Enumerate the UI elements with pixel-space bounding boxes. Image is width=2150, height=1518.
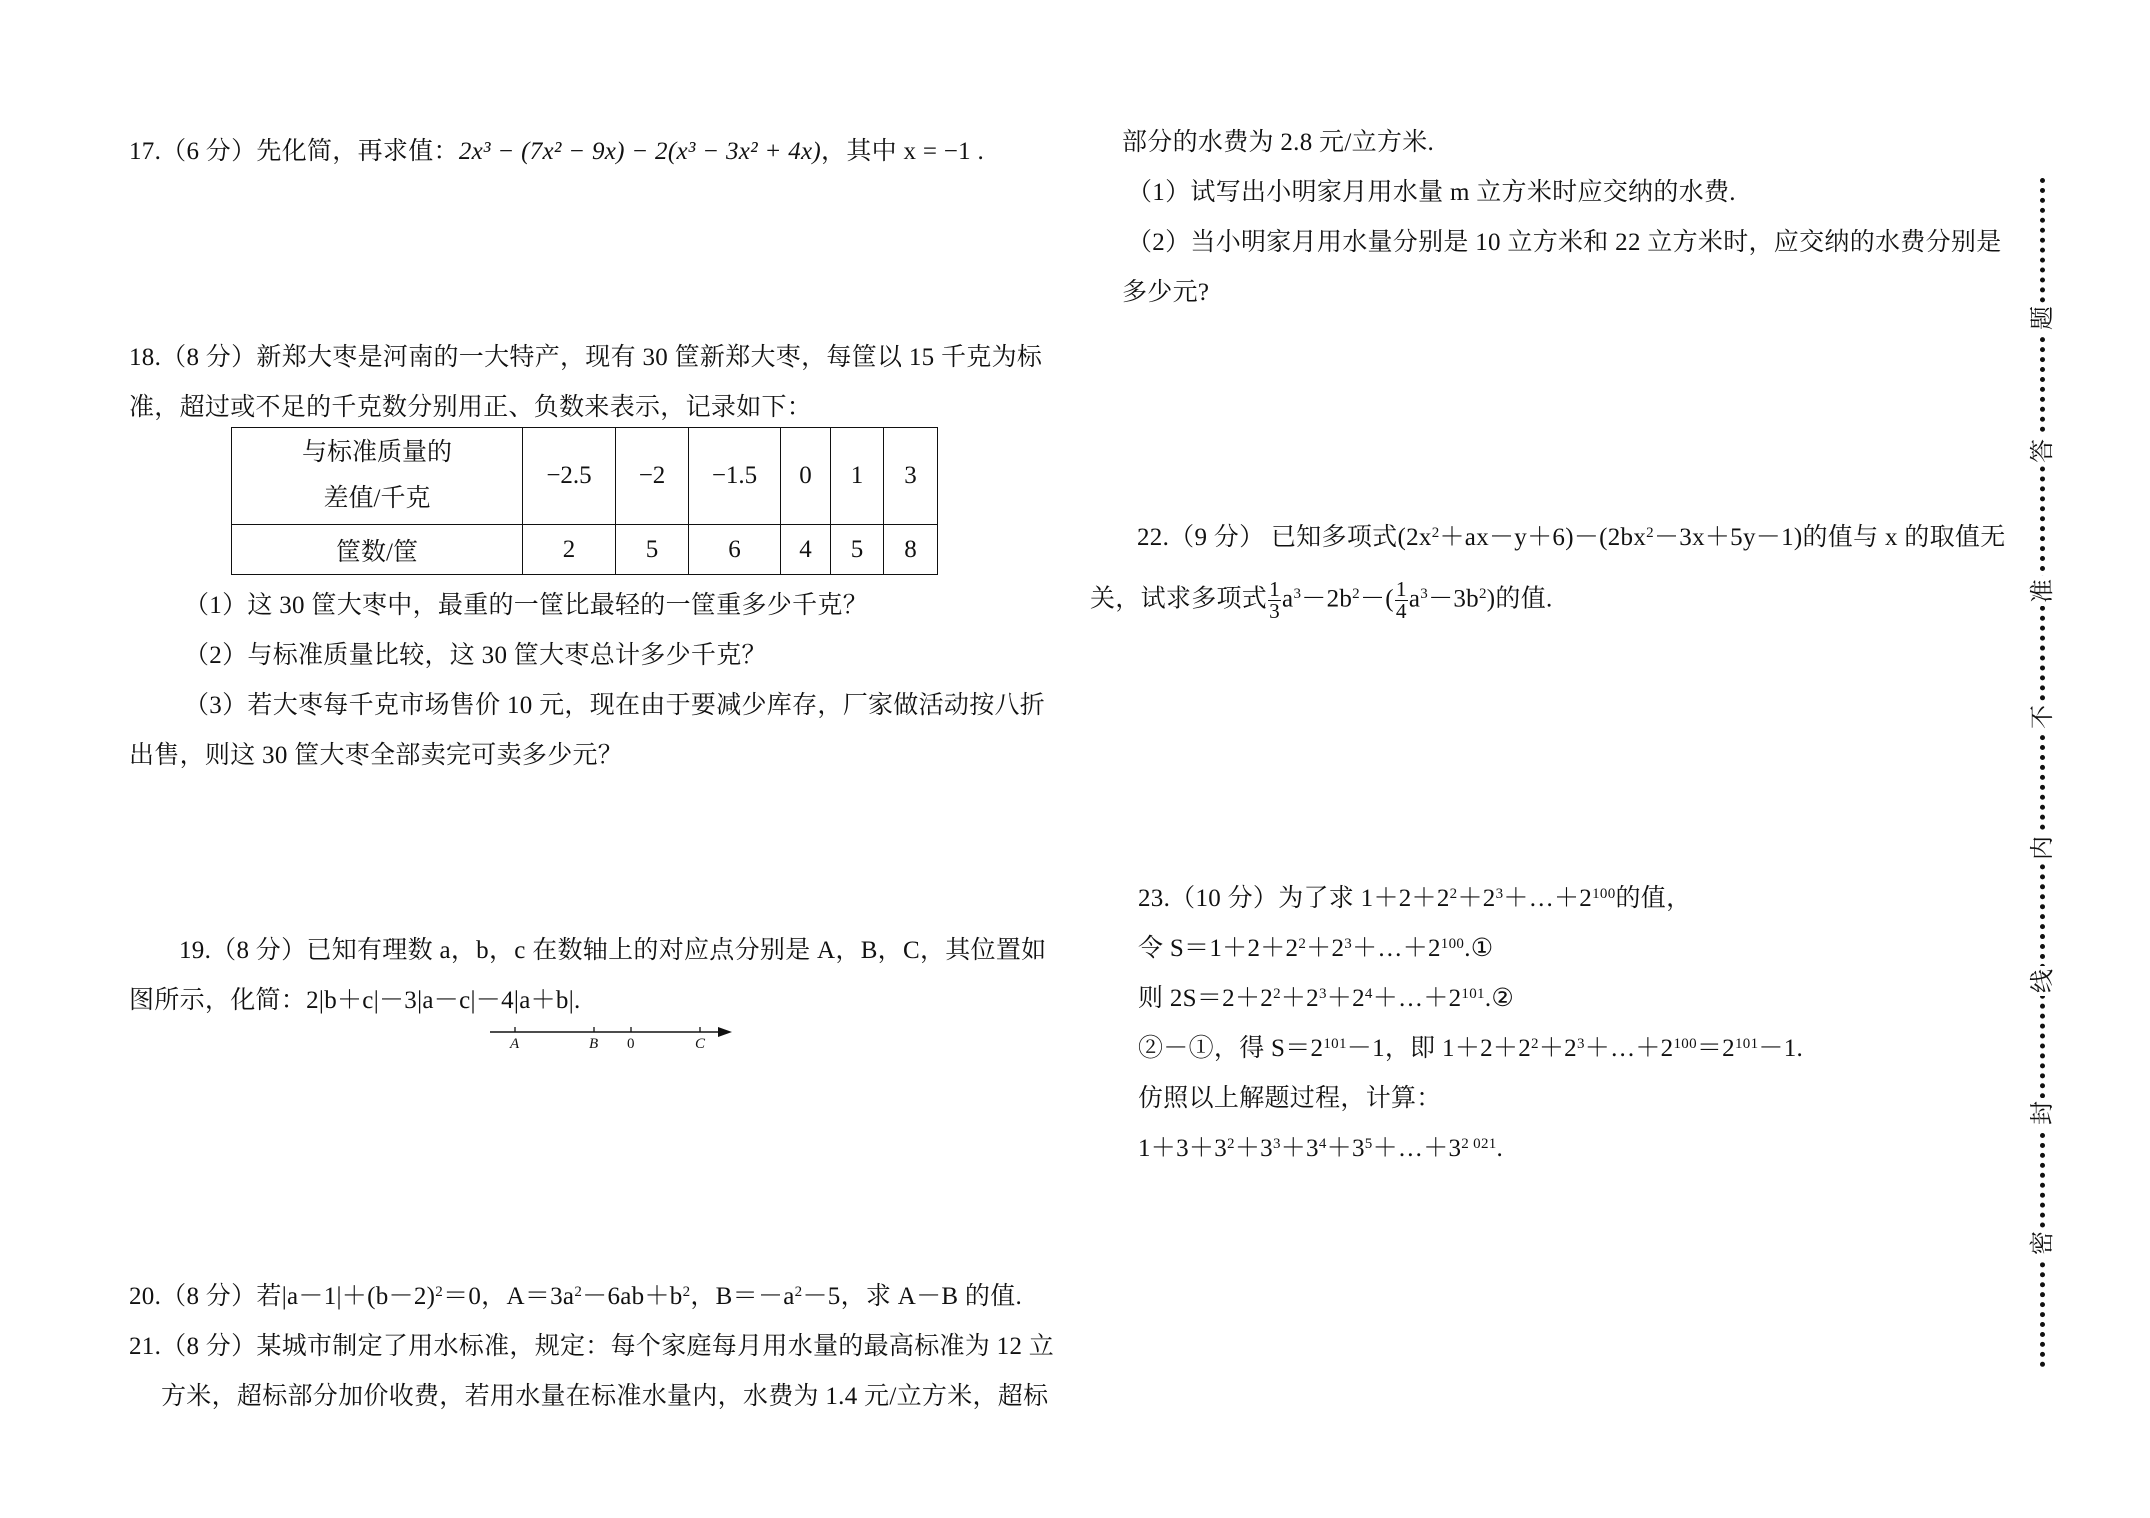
- denominator: 4: [1395, 599, 1407, 624]
- q20-text: ，B＝－a: [690, 1283, 795, 1310]
- q17-prefix: 17.（6 分）先化简，再求值：: [129, 138, 459, 165]
- exponent: 2: [1227, 1135, 1235, 1152]
- exponent: 2: [574, 1283, 583, 1300]
- table-cell: 1: [831, 428, 884, 525]
- exponent: 101: [1461, 985, 1485, 1002]
- table-cell: −2: [616, 428, 689, 525]
- q23-text: .: [1496, 1135, 1504, 1162]
- q23-line1: [1138, 884, 1691, 914]
- q23-line4: [1138, 1034, 1803, 1064]
- table-cell: −1.5: [689, 428, 781, 525]
- exponent: 3: [1293, 586, 1302, 603]
- exponent: 100: [1592, 885, 1616, 902]
- number-line-figure: [488, 1018, 738, 1058]
- exponent: 3: [1344, 935, 1353, 952]
- fraction-one-third: [1268, 579, 1281, 623]
- q23-text: ＋2: [1306, 935, 1345, 962]
- header-line: 差值/千克: [323, 485, 431, 512]
- q22-text: －(: [1359, 585, 1394, 613]
- exponent: 2: [1273, 985, 1281, 1002]
- q23-text: －1.: [1758, 1035, 1804, 1062]
- q18-data-table: [231, 427, 938, 575]
- exponent: 2: [1449, 885, 1458, 902]
- table-cell: 5: [831, 525, 884, 575]
- q20-text: 20.（8 分）若|a－1|＋(b－2): [129, 1283, 436, 1310]
- q23-line5: 仿照以上解题过程，计算：: [1138, 1085, 1442, 1112]
- exponent: 101: [1734, 1035, 1759, 1052]
- table-row: [232, 428, 938, 525]
- exponent: 4: [1364, 985, 1373, 1002]
- q20-text: －5，求 A－B 的值.: [802, 1283, 1023, 1310]
- q23-text: ＋…＋2: [1352, 935, 1441, 962]
- exponent: 3: [1576, 1035, 1585, 1052]
- q23-line6: [1138, 1134, 1503, 1164]
- q23-text: ＋…＋2: [1372, 985, 1462, 1012]
- q18-line2: 准，超过或不足的千克数分别用正、负数来表示，记录如下：: [129, 394, 813, 421]
- q23-text: ＋3: [1280, 1135, 1319, 1162]
- q23-line3: [1138, 984, 1514, 1014]
- margin-char-ti: 题: [2028, 303, 2058, 333]
- exponent: 2: [1478, 586, 1487, 603]
- q21-line1: 21.（8 分）某城市制定了用水标准，规定：每个家庭每月用水量的最高标准为 12 立: [129, 1333, 1055, 1360]
- q23-text: ＋2: [1280, 985, 1319, 1012]
- table-cell: 2: [523, 525, 616, 575]
- q22-text: )的值.: [1486, 585, 1553, 613]
- exponent: 101: [1323, 1035, 1347, 1052]
- exponent: 2: [1431, 524, 1440, 541]
- exponent: 3: [1495, 885, 1504, 902]
- q21-sub2-line2: 多少元?: [1122, 279, 1210, 306]
- q22-text: ＋ax－y＋6)－(2bx: [1439, 524, 1647, 551]
- exponent: 2: [435, 1283, 444, 1300]
- q19-line2: 图所示，化简：2|b＋c|－3|a－c|－4|a＋b|.: [129, 987, 581, 1014]
- q22-text: 关，试求多项式: [1090, 585, 1268, 613]
- exponent: 100: [1440, 935, 1465, 952]
- denominator: 3: [1269, 599, 1281, 624]
- q23-text: ＝2: [1696, 1035, 1735, 1062]
- q22-text: a: [1282, 585, 1294, 613]
- exponent: 3: [1318, 985, 1327, 1002]
- table-cell: 5: [616, 525, 689, 575]
- q21-sub1: （1）试写出小明家月用水量 m 立方米时应交纳的水费.: [1127, 179, 1736, 206]
- margin-char-zhun: 准: [2028, 576, 2058, 606]
- margin-char-da: 答: [2028, 436, 2058, 466]
- table-cell: −2.5: [523, 428, 616, 525]
- q20: [129, 1282, 1022, 1312]
- exponent: 2: [682, 1283, 691, 1300]
- table-cell: 6: [689, 525, 781, 575]
- q18-sub2: （2）与标准质量比较，这 30 筐大枣总计多少千克？: [184, 642, 767, 669]
- exponent: 2 021: [1461, 1135, 1497, 1152]
- binding-dotted-line: [2040, 178, 2045, 1368]
- q23-text: 则 2S＝2＋2: [1138, 985, 1274, 1012]
- point-label-zero: 0: [627, 1036, 635, 1052]
- exponent: 2: [1531, 1035, 1539, 1052]
- q22-text: 22.（9 分） 已知多项式(2x: [1137, 524, 1432, 551]
- table-header-cell: 筐数/筐: [232, 525, 523, 575]
- q23-text: ＋2: [1457, 885, 1496, 912]
- point-label-c: C: [695, 1036, 706, 1052]
- q20-text: ＝0，A＝3a: [443, 1283, 575, 1310]
- q17-suffix: ，其中 x = −1 .: [821, 138, 985, 165]
- margin-char-feng: 封: [2028, 1098, 2058, 1128]
- q19-line1: 19.（8 分）已知有理数 a，b，c 在数轴上的对应点分别是 A，B，C，其位置如: [179, 937, 1047, 964]
- header-line: 与标准质量的: [301, 439, 452, 466]
- table-cell: 0: [781, 428, 831, 525]
- table-cell: 4: [781, 525, 831, 575]
- q22-text: a: [1408, 585, 1421, 613]
- q23-text: ＋…＋2: [1503, 885, 1593, 912]
- q23-text: 1＋3＋3: [1138, 1135, 1228, 1162]
- q23-text: ＋…＋3: [1372, 1135, 1462, 1162]
- q22-line1: [1137, 523, 2006, 553]
- exponent: 2: [1298, 935, 1307, 952]
- q23-text: －1，即 1＋2＋2: [1346, 1035, 1532, 1062]
- numerator: 1: [1395, 577, 1407, 601]
- exponent: 2: [794, 1283, 803, 1300]
- q21-line2: 方米，超标部分加价收费，若用水量在标准水量内，水费为 1.4 元/立方米，超标: [161, 1383, 1049, 1410]
- q21-sub2-line1: （2）当小明家月用水量分别是 10 立方米和 22 立方米时，应交纳的水费分别是: [1127, 229, 2002, 256]
- q23-text: ＋2: [1326, 985, 1365, 1012]
- q21-cont-line1: 部分的水费为 2.8 元/立方米.: [1122, 129, 1435, 156]
- table-cell: 3: [884, 428, 938, 525]
- exponent: 100: [1673, 1035, 1697, 1052]
- point-label-a: A: [510, 1036, 520, 1052]
- q23-text: ＋3: [1326, 1135, 1365, 1162]
- exponent: 4: [1318, 1135, 1327, 1152]
- exponent: 3: [1420, 586, 1429, 603]
- q22-text: －3b: [1428, 585, 1479, 613]
- q23-text: .①: [1464, 935, 1494, 962]
- q18-sub3-line1: （3）若大枣每千克市场售价 10 元，现在由于要减少库存，厂家做活动按八折: [184, 692, 1046, 719]
- q22-line2: [1090, 579, 1553, 623]
- q22-text: －2b: [1301, 585, 1353, 613]
- q17: [129, 137, 984, 167]
- q23-text: ＋3: [1234, 1135, 1273, 1162]
- q23-text: ＋…＋2: [1584, 1035, 1674, 1062]
- q18-line1: 18.（8 分）新郑大枣是河南的一大特产，现有 30 筐新郑大枣，每筐以 15 千克为标: [129, 344, 1043, 371]
- q23-text: 的值，: [1615, 885, 1692, 912]
- q23-text: ②－①，得 S＝2: [1138, 1035, 1324, 1062]
- q18-sub3-line2: 出售，则这 30 筐大枣全部卖完可卖多少元？: [129, 742, 624, 769]
- q22-text: －3x＋5y－1)的值与 x 的取值无: [1653, 524, 2006, 551]
- margin-char-nei: 内: [2028, 833, 2058, 863]
- q23-text: 23.（10 分）为了求 1＋2＋2: [1138, 885, 1450, 912]
- table-row: [232, 525, 938, 575]
- exponent: 3: [1272, 1135, 1281, 1152]
- fraction-one-fourth: [1395, 579, 1408, 623]
- exponent: 2: [1352, 586, 1360, 603]
- table-cell: 8: [884, 525, 938, 575]
- margin-char-bu: 不: [2028, 702, 2058, 732]
- q23-text: ＋2: [1538, 1035, 1577, 1062]
- q20-text: －6ab＋b: [582, 1283, 683, 1310]
- q23-text: 令 S＝1＋2＋2: [1138, 935, 1299, 962]
- exponent: 2: [1646, 524, 1654, 541]
- q23-text: .②: [1484, 985, 1515, 1012]
- numerator: 1: [1269, 577, 1281, 601]
- q18-sub1: （1）这 30 筐大枣中，最重的一筐比最轻的一筐重多少千克？: [184, 592, 869, 619]
- table-header-cell: [232, 428, 523, 525]
- margin-char-xian: 线: [2028, 966, 2058, 996]
- margin-char-mi: 密: [2028, 1228, 2058, 1258]
- exponent: 5: [1364, 1135, 1373, 1152]
- q17-expression: 2x³ − (7x² − 9x) − 2(x³ − 3x² + 4x): [458, 138, 822, 165]
- q23-line2: [1138, 934, 1493, 964]
- point-label-b: B: [589, 1036, 599, 1052]
